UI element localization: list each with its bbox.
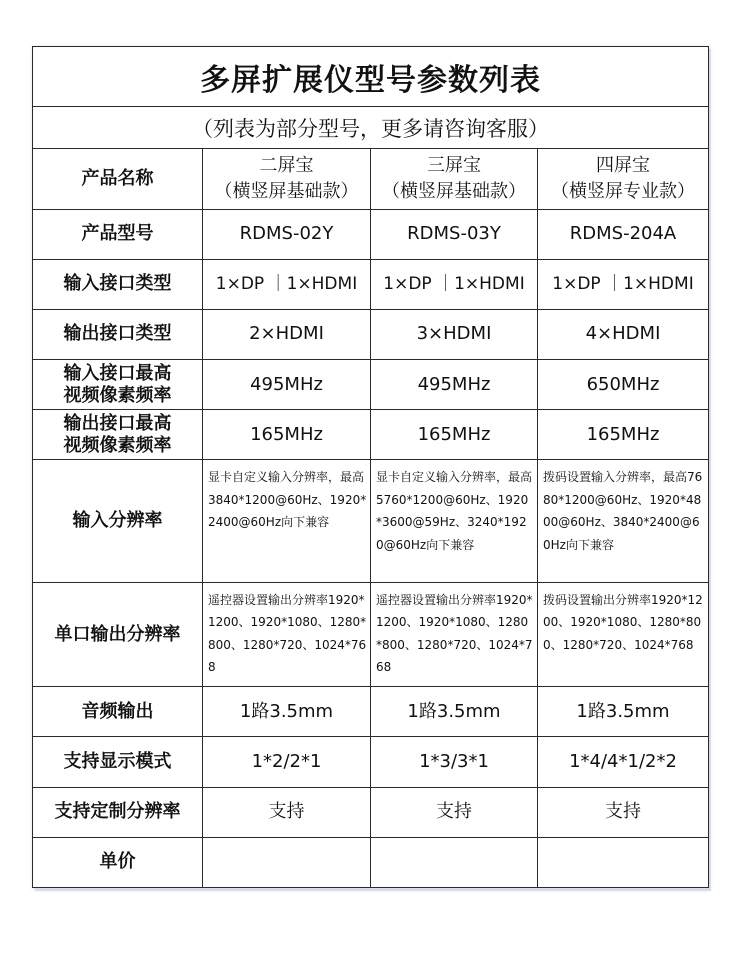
product-name-cell [203, 149, 371, 209]
input-resolution-cell: 拨码设置输入分辨率，最高7680*1200@60Hz、1920*4800@60Hz、3840*2400@60Hz向下兼容 [538, 460, 709, 582]
table-row [33, 787, 709, 837]
row-label: 输入接口类型 [33, 259, 203, 309]
output-type-cell: 2×HDMI [203, 309, 371, 359]
table-row [33, 360, 709, 410]
table-title: 多屏扩展仪型号参数列表 [33, 47, 709, 107]
row-label [33, 410, 203, 460]
product-name: 三屏宝 [427, 154, 481, 176]
model-cell: RDMS-02Y [203, 209, 371, 259]
display-mode-cell: 1*4/4*1/2*2 [538, 737, 709, 787]
input-type-cell: 1×DP ｜1×HDMI [371, 259, 538, 309]
row-label-line: 视频像素频率 [63, 434, 172, 456]
row-label: 产品型号 [33, 209, 203, 259]
model-cell: RDMS-204A [538, 209, 709, 259]
spec-table-frame [32, 46, 708, 888]
product-name-cell [371, 149, 538, 209]
row-label: 输入分辨率 [33, 460, 203, 582]
input-clock-cell: 495MHz [371, 360, 538, 410]
input-type-cell: 1×DP ｜1×HDMI [538, 259, 709, 309]
output-resolution-cell: 拨码设置输出分辨率1920*1200、1920*1080、1280*800、1280*720、1024*768 [538, 582, 709, 686]
price-cell [203, 837, 371, 887]
price-cell [538, 837, 709, 887]
row-label: 单口输出分辨率 [33, 582, 203, 686]
row-label [33, 360, 203, 410]
table-row [33, 837, 709, 887]
row-label: 支持定制分辨率 [33, 787, 203, 837]
row-label: 音频输出 [33, 687, 203, 737]
input-clock-cell: 495MHz [203, 360, 371, 410]
audio-cell: 1路3.5mm [538, 687, 709, 737]
row-label: 产品名称 [33, 149, 203, 209]
row-label: 单价 [33, 837, 203, 887]
product-name: 四屏宝 [596, 154, 650, 176]
model-cell: RDMS-03Y [371, 209, 538, 259]
custom-resolution-cell: 支持 [538, 787, 709, 837]
display-mode-cell: 1*2/2*1 [203, 737, 371, 787]
row-label-line: 输入接口最高 [63, 362, 172, 384]
row-label: 输出接口类型 [33, 309, 203, 359]
output-resolution-cell: 遥控器设置输出分辨率1920*1200、1920*1080、1280*800、1280*720、1024*768 [371, 582, 538, 686]
output-resolution-cell: 遥控器设置输出分辨率1920*1200、1920*1080、1280*800、1280*720、1024*768 [203, 582, 371, 686]
table-row [33, 410, 709, 460]
row-label-line: 视频像素频率 [63, 384, 172, 406]
spec-table [32, 46, 709, 888]
table-row [33, 737, 709, 787]
table-row [33, 309, 709, 359]
product-name-cell [538, 149, 709, 209]
custom-resolution-cell: 支持 [203, 787, 371, 837]
price-cell [371, 837, 538, 887]
product-edition: （横竖屏基础款） [382, 180, 526, 202]
title-row [33, 47, 709, 107]
display-mode-cell: 1*3/3*1 [371, 737, 538, 787]
table-subtitle: （列表为部分型号，更多请咨询客服） [33, 107, 709, 149]
table-row [33, 149, 709, 209]
audio-cell: 1路3.5mm [371, 687, 538, 737]
table-row [33, 687, 709, 737]
input-type-cell: 1×DP ｜1×HDMI [203, 259, 371, 309]
table-row [33, 582, 709, 686]
product-name: 二屏宝 [259, 154, 314, 176]
audio-cell: 1路3.5mm [203, 687, 371, 737]
input-resolution-cell: 显卡自定义输入分辨率，最高3840*1200@60Hz、1920*2400@60Hz向下兼容 [203, 460, 371, 582]
output-clock-cell: 165MHz [538, 410, 709, 460]
output-clock-cell: 165MHz [371, 410, 538, 460]
input-clock-cell: 650MHz [538, 360, 709, 410]
table-row [33, 460, 709, 582]
custom-resolution-cell: 支持 [371, 787, 538, 837]
input-resolution-cell: 显卡自定义输入分辨率，最高5760*1200@60Hz、1920*3600@59Hz、3240*1920@60Hz向下兼容 [371, 460, 538, 582]
output-clock-cell: 165MHz [203, 410, 371, 460]
product-edition: （横竖屏专业款） [551, 180, 695, 202]
table-row [33, 209, 709, 259]
row-label: 支持显示模式 [33, 737, 203, 787]
output-type-cell: 3×HDMI [371, 309, 538, 359]
table-row [33, 259, 709, 309]
subtitle-row [33, 107, 709, 149]
output-type-cell: 4×HDMI [538, 309, 709, 359]
row-label-line: 输出接口最高 [63, 412, 172, 434]
product-edition: （横竖屏基础款） [214, 180, 359, 202]
